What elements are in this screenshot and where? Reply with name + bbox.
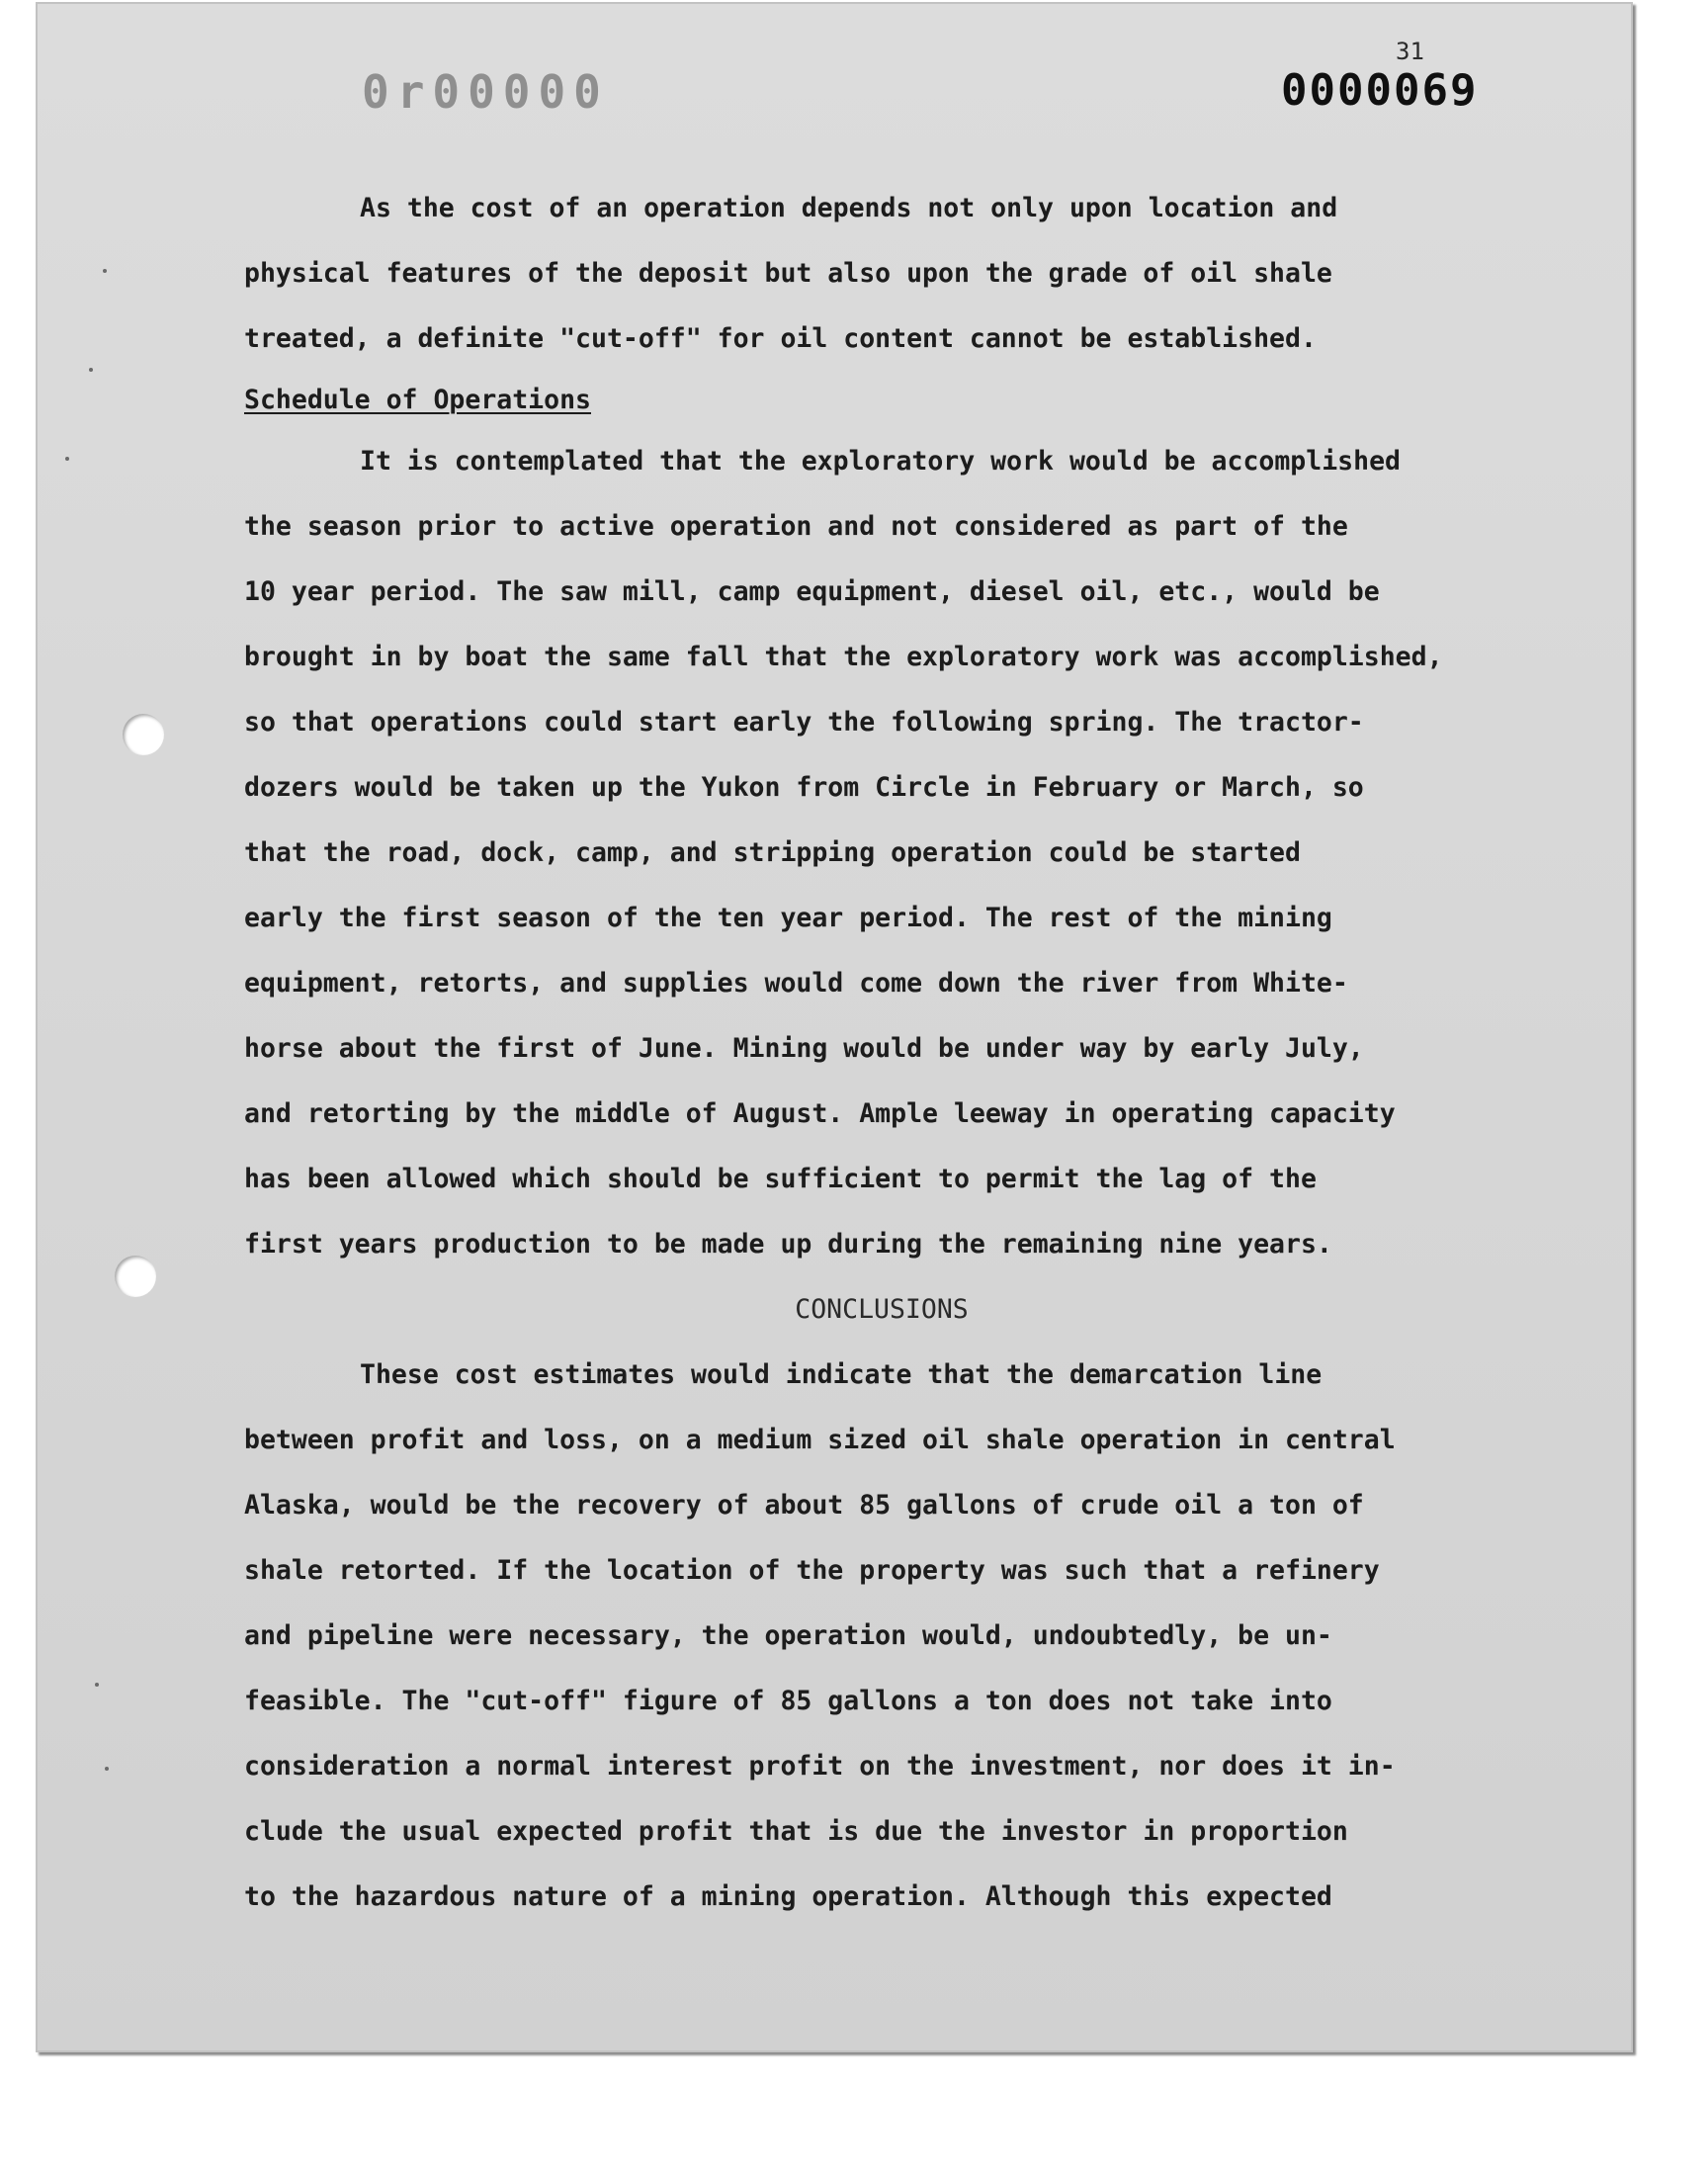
text-line: feasible. The "cut-off" figure of 85 gallons a ton does not take into <box>244 1686 1332 1716</box>
text-line: Alaska, would be the recovery of about 85 gallons of crude oil a ton of <box>244 1490 1364 1521</box>
paper-speck <box>65 457 69 461</box>
text-line: physical features of the deposit but also upon the grade of oil shale <box>244 258 1332 289</box>
text-line: and pipeline were necessary, the operation would, undoubtedly, be un- <box>244 1620 1332 1651</box>
punch-hole-top <box>123 714 164 755</box>
paper-speck <box>95 1683 99 1687</box>
text-line: the season prior to active operation and not considered as part of the <box>244 511 1348 542</box>
text-line: has been allowed which should be sufficient to permit the lag of the <box>244 1164 1317 1194</box>
document-body <box>244 176 1519 1930</box>
paper-speck <box>103 269 107 273</box>
paper-speck <box>89 368 93 372</box>
text-line: and retorting by the middle of August. Ample leeway in operating capacity <box>244 1098 1396 1129</box>
text-line: These cost estimates would indicate that the demarcation line <box>360 1359 1323 1390</box>
text-line: early the first season of the ten year period. The rest of the mining <box>244 903 1332 933</box>
text-line: equipment, retorts, and supplies would come down the river from White- <box>244 968 1348 999</box>
section-heading-conclusions: CONCLUSIONS <box>795 1294 969 1325</box>
section-heading-schedule: Schedule of Operations <box>244 385 591 415</box>
text-line: that the road, dock, camp, and stripping operation could be started <box>244 837 1301 868</box>
text-line: first years production to be made up during the remaining nine years. <box>244 1229 1332 1260</box>
text-line: clude the usual expected profit that is due the investor in proportion <box>244 1816 1348 1847</box>
text-line: dozers would be taken up the Yukon from Circle in February or March, so <box>244 772 1364 803</box>
text-line: 10 year period. The saw mill, camp equipment, diesel oil, etc., would be <box>244 576 1380 607</box>
text-line: so that operations could start early the following spring. The tractor- <box>244 707 1364 738</box>
faded-document-id: 0r00000 <box>362 65 609 119</box>
document-id-stamp: 0000069 <box>1281 65 1479 116</box>
page-number: 31 <box>1396 38 1424 65</box>
text-line: horse about the first of June. Mining would be under way by early July, <box>244 1033 1364 1064</box>
punch-hole-bottom <box>115 1256 156 1297</box>
text-line: to the hazardous nature of a mining operation. Although this expected <box>244 1881 1332 1912</box>
text-line: between profit and loss, on a medium sized oil shale operation in central <box>244 1425 1396 1455</box>
paper-speck <box>105 1767 109 1771</box>
text-line: treated, a definite "cut-off" for oil content cannot be established. <box>244 323 1317 354</box>
text-line: shale retorted. If the location of the property was such that a refinery <box>244 1555 1380 1586</box>
text-line: It is contemplated that the exploratory work would be accomplished <box>360 446 1401 477</box>
text-line: As the cost of an operation depends not only upon location and <box>360 193 1338 223</box>
text-line: brought in by boat the same fall that the exploratory work was accomplished, <box>244 642 1443 672</box>
text-line: consideration a normal interest profit on the investment, nor does it in- <box>244 1751 1396 1782</box>
